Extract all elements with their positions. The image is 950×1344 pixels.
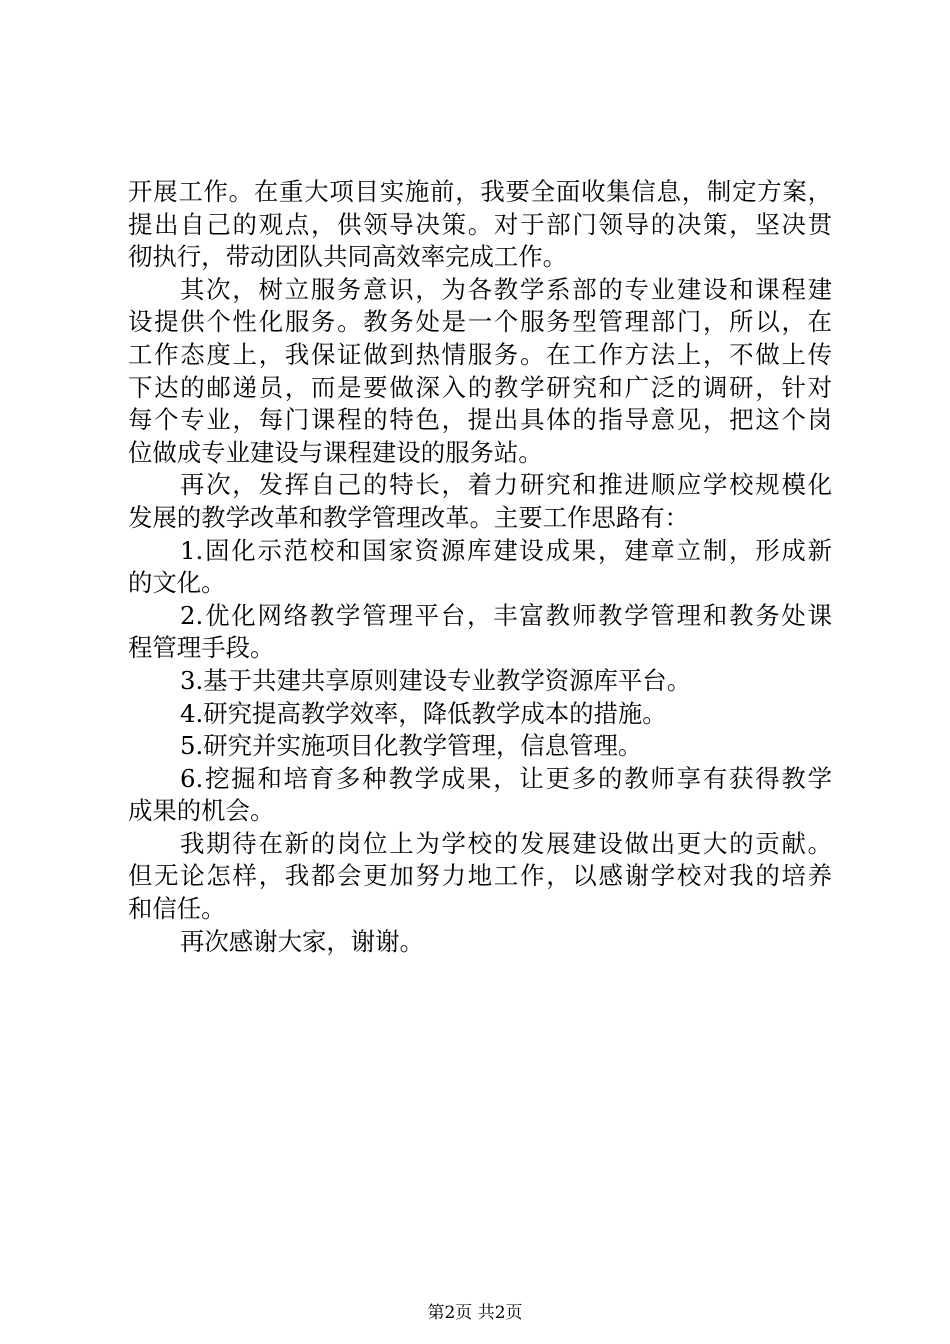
text-line: 和信任。 xyxy=(128,894,226,924)
text-line: 开展工作。在重大项目实施前，我要全面收集信息，制定方案， xyxy=(128,177,832,206)
text-line: 1.固化示范校和国家资源库建设成果，建章立制，形成新 xyxy=(180,535,832,565)
text-line: 其次，树立服务意识，为各教学系部的专业建设和课程建 xyxy=(180,274,832,304)
text-line: 位做成专业建设与课程建设的服务站。 xyxy=(128,437,543,467)
text-line: 程管理手段。 xyxy=(128,633,275,663)
text-line: 4.研究提高教学效率，降低教学成本的措施。 xyxy=(180,698,667,728)
text-line: 下达的邮递员，而是要做深入的教学研究和广泛的调研，针对 xyxy=(128,372,832,402)
text-line: 再次感谢大家，谢谢。 xyxy=(180,926,424,956)
text-line: 2.优化网络教学管理平台，丰富教师教学管理和教务处课 xyxy=(180,600,832,630)
text-line: 的文化。 xyxy=(128,568,226,598)
text-line: 彻执行，带动团队共同高效率完成工作。 xyxy=(128,242,568,272)
text-line: 但无论怎样，我都会更加努力地工作，以感谢学校对我的培养 xyxy=(128,861,832,891)
text-line: 我期待在新的岗位上为学校的发展建设做出更大的贡献。 xyxy=(180,828,832,858)
page-number-footer: 第2页 共2页 xyxy=(427,1303,523,1323)
text-line: 发展的教学改革和教学管理改革。主要工作思路有： xyxy=(128,502,689,532)
text-line: 6.挖掘和培育多种教学成果，让更多的教师享有获得教学 xyxy=(180,763,832,793)
text-line: 再次，发挥自己的特长，着力研究和推进顺应学校规模化 xyxy=(180,470,832,500)
body-text xyxy=(128,176,832,958)
text-line: 5.研究并实施项目化教学管理，信息管理。 xyxy=(180,731,643,761)
text-line: 提出自己的观点，供领导决策。对于部门领导的决策，坚决贯 xyxy=(128,209,832,239)
text-line: 工作态度上，我保证做到热情服务。在工作方法上，不做上传 xyxy=(128,339,832,369)
text-line: 每个专业，每门课程的特色，提出具体的指导意见，把这个岗 xyxy=(128,405,832,435)
text-line: 成果的机会。 xyxy=(128,796,275,826)
text-line: 3.基于共建共享原则建设专业教学资源库平台。 xyxy=(180,665,692,695)
text-line: 设提供个性化服务。教务处是一个服务型管理部门，所以，在 xyxy=(128,307,832,337)
